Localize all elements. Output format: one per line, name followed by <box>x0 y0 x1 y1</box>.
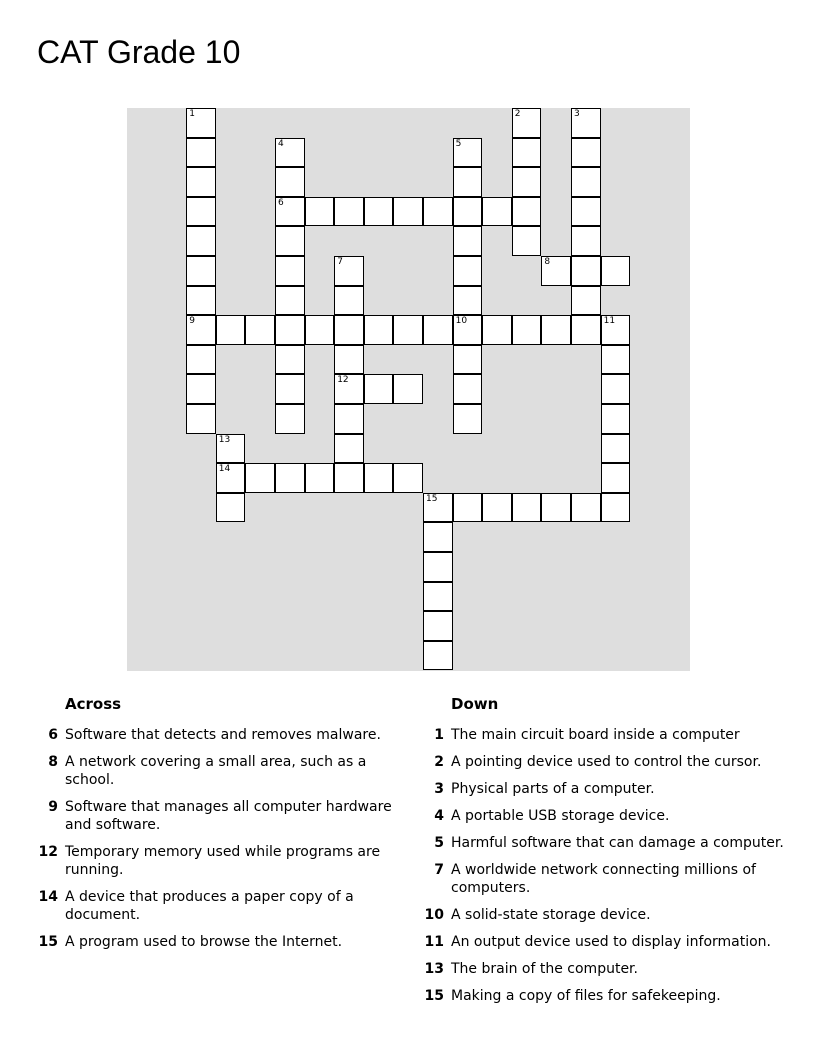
clue-number: 14 <box>38 889 58 905</box>
clue-text: The brain of the computer. <box>451 961 638 977</box>
grid-cell[interactable] <box>216 463 246 493</box>
grid-cell[interactable] <box>334 315 364 345</box>
grid-cell[interactable] <box>245 463 275 493</box>
clue-number: 7 <box>434 862 444 878</box>
grid-cell[interactable] <box>453 256 483 286</box>
cell-number: 2 <box>514 109 521 119</box>
grid-cell[interactable] <box>393 197 423 227</box>
grid-cell[interactable] <box>512 226 542 256</box>
grid-cell[interactable] <box>334 197 364 227</box>
grid-cell[interactable] <box>186 167 216 197</box>
cell-number: 3 <box>574 109 580 119</box>
grid-cell[interactable] <box>275 197 305 227</box>
grid-cell[interactable] <box>512 108 542 138</box>
grid-cell[interactable] <box>275 256 305 286</box>
clue-text: A worldwide network connecting millions of computers. <box>451 862 756 896</box>
grid-cell[interactable] <box>601 374 631 404</box>
grid-cell[interactable] <box>571 493 601 523</box>
grid-cell[interactable] <box>453 167 483 197</box>
grid-cell[interactable] <box>423 611 453 641</box>
grid-cell[interactable] <box>393 374 423 404</box>
grid-cell[interactable] <box>334 256 364 286</box>
clue-text: An output device used to display information. <box>451 934 771 950</box>
grid-cell[interactable] <box>571 108 601 138</box>
grid-cell[interactable] <box>453 197 483 227</box>
grid-cell[interactable] <box>334 345 364 375</box>
grid-cell[interactable] <box>216 315 246 345</box>
grid-cell[interactable] <box>423 552 453 582</box>
grid-cell[interactable] <box>275 315 305 345</box>
across-clue <box>30 726 400 744</box>
down-clue <box>416 780 786 798</box>
grid-cell[interactable] <box>275 226 305 256</box>
across-clue <box>30 753 400 789</box>
grid-cell[interactable] <box>571 256 601 286</box>
cell-number: 13 <box>218 434 231 445</box>
grid-cell[interactable] <box>275 138 305 168</box>
clue-text: Temporary memory used while programs are running. <box>65 844 381 878</box>
grid-cell[interactable] <box>275 286 305 316</box>
grid-cell[interactable] <box>453 286 483 316</box>
cell-number: 4 <box>278 138 284 149</box>
clue-number: 9 <box>48 799 58 815</box>
grid-cell[interactable] <box>275 167 305 197</box>
grid-cell[interactable] <box>423 493 453 523</box>
grid-cell[interactable] <box>186 374 216 404</box>
down-clue <box>416 753 786 771</box>
grid-cell[interactable] <box>453 226 483 256</box>
down-clue-list <box>416 726 786 1005</box>
grid-cell[interactable] <box>423 522 453 552</box>
across-clue <box>30 798 400 834</box>
across-heading: Across <box>65 695 122 713</box>
clue-text: Making a copy of files for safekeeping. <box>451 988 721 1004</box>
clue-number: 13 <box>424 961 444 977</box>
clue-number: 11 <box>424 934 444 950</box>
grid-cell[interactable] <box>305 315 335 345</box>
down-clue <box>416 834 786 852</box>
clue-text: A portable USB storage device. <box>451 808 670 824</box>
grid-cell[interactable] <box>423 197 453 227</box>
grid-cell[interactable] <box>275 374 305 404</box>
grid-cell[interactable] <box>305 463 335 493</box>
cell-number: 12 <box>337 375 349 386</box>
grid-cell[interactable] <box>334 286 364 316</box>
down-clue <box>416 906 786 924</box>
grid-cell[interactable] <box>453 374 483 404</box>
grid-cell[interactable] <box>275 404 305 434</box>
grid-cell[interactable] <box>571 197 601 227</box>
cell-number: 14 <box>218 464 231 475</box>
grid-cell[interactable] <box>571 167 601 197</box>
grid-cell[interactable] <box>423 582 453 612</box>
grid-cell[interactable] <box>482 493 512 523</box>
cell-number: 9 <box>189 316 195 327</box>
grid-cell[interactable] <box>275 345 305 375</box>
cell-number: 6 <box>278 197 284 208</box>
grid-cell[interactable] <box>601 256 631 286</box>
grid-cell[interactable] <box>186 108 216 138</box>
grid-cell[interactable] <box>512 197 542 227</box>
across-clue <box>30 933 400 951</box>
grid-cell[interactable] <box>453 493 483 523</box>
down-heading: Down <box>451 695 499 713</box>
clue-number: 5 <box>434 835 444 851</box>
grid-cell[interactable] <box>186 404 216 434</box>
across-clue-list <box>30 726 400 951</box>
grid-cell[interactable] <box>364 315 394 345</box>
clue-text: A device that produces a paper copy of a document. <box>65 889 354 923</box>
grid-cell[interactable] <box>482 197 512 227</box>
grid-cell[interactable] <box>571 315 601 345</box>
grid-cell[interactable] <box>186 197 216 227</box>
grid-cell[interactable] <box>453 138 483 168</box>
grid-cell[interactable] <box>512 315 542 345</box>
grid-cell[interactable] <box>541 315 571 345</box>
grid-cell[interactable] <box>601 404 631 434</box>
clue-text: Physical parts of a computer. <box>451 781 655 797</box>
grid-cell[interactable] <box>216 434 246 464</box>
grid-cell[interactable] <box>601 434 631 464</box>
grid-cell[interactable] <box>571 138 601 168</box>
grid-cell[interactable] <box>216 493 246 523</box>
grid-cell[interactable] <box>334 404 364 434</box>
grid-cell[interactable] <box>334 463 364 493</box>
clue-text: A network covering a small area, such as a school. <box>65 754 367 788</box>
cell-number: 5 <box>455 138 462 149</box>
grid-cell[interactable] <box>512 167 542 197</box>
grid-cell[interactable] <box>334 374 364 404</box>
grid-cell[interactable] <box>601 315 631 345</box>
grid-cell[interactable] <box>571 226 601 256</box>
grid-cell[interactable] <box>364 374 394 404</box>
clue-text: Harmful software that can damage a computer. <box>451 835 784 851</box>
grid-cell[interactable] <box>601 345 631 375</box>
clue-number: 4 <box>434 808 444 824</box>
cell-number: 11 <box>603 316 616 327</box>
grid-cell[interactable] <box>541 493 571 523</box>
clue-text: A pointing device used to control the cursor. <box>451 754 762 770</box>
grid-cell[interactable] <box>186 345 216 375</box>
grid-cell[interactable] <box>186 256 216 286</box>
grid-cell[interactable] <box>453 315 483 345</box>
clue-number: 10 <box>424 907 444 923</box>
grid-cell[interactable] <box>364 463 394 493</box>
grid-cell[interactable] <box>571 286 601 316</box>
grid-cell[interactable] <box>275 463 305 493</box>
grid-cell[interactable] <box>364 197 394 227</box>
grid-cell[interactable] <box>423 315 453 345</box>
clue-number: 6 <box>48 727 58 743</box>
down-clue <box>416 726 786 744</box>
grid-cell[interactable] <box>334 434 364 464</box>
across-clues <box>30 695 400 960</box>
down-clue <box>416 933 786 951</box>
grid-cell[interactable] <box>245 315 275 345</box>
clue-text: Software that manages all computer hardware and software. <box>65 799 392 833</box>
crossword-grid <box>127 108 690 671</box>
down-clue <box>416 960 786 978</box>
grid-cell[interactable] <box>186 138 216 168</box>
grid-cell[interactable] <box>423 641 453 671</box>
down-clue <box>416 987 786 1005</box>
page-title: CAT Grade 10 <box>37 34 241 70</box>
across-clue <box>30 888 400 924</box>
cell-number: 10 <box>455 316 468 327</box>
clue-number: 2 <box>434 754 444 770</box>
grid-cell[interactable] <box>512 138 542 168</box>
grid-cell[interactable] <box>601 493 631 523</box>
grid-cell[interactable] <box>512 493 542 523</box>
clue-number: 12 <box>38 844 58 860</box>
clue-text: A program used to browse the Internet. <box>65 934 343 950</box>
grid-cell[interactable] <box>186 226 216 256</box>
clue-number: 8 <box>48 754 58 770</box>
down-clues <box>416 695 786 1014</box>
grid-cell[interactable] <box>541 256 571 286</box>
clue-number: 15 <box>424 988 444 1004</box>
grid-cell[interactable] <box>393 463 423 493</box>
down-clue <box>416 807 786 825</box>
grid-cell[interactable] <box>393 315 423 345</box>
clue-text: Software that detects and removes malware. <box>65 727 381 743</box>
grid-cell[interactable] <box>601 463 631 493</box>
grid-cell[interactable] <box>186 315 216 345</box>
grid-cell[interactable] <box>305 197 335 227</box>
cell-number: 1 <box>189 109 195 119</box>
cell-number: 15 <box>426 493 438 504</box>
down-clue <box>416 861 786 897</box>
cell-number: 7 <box>337 257 343 267</box>
across-clue <box>30 843 400 879</box>
grid-cell[interactable] <box>453 345 483 375</box>
grid-cell[interactable] <box>453 404 483 434</box>
cell-number: 8 <box>544 257 551 267</box>
grid-cell[interactable] <box>482 315 512 345</box>
grid-cell[interactable] <box>186 286 216 316</box>
clue-number: 3 <box>434 781 444 797</box>
clue-number: 1 <box>434 727 444 743</box>
clue-number: 15 <box>38 934 58 950</box>
clue-text: The main circuit board inside a computer <box>451 727 740 743</box>
clue-text: A solid-state storage device. <box>451 907 651 923</box>
